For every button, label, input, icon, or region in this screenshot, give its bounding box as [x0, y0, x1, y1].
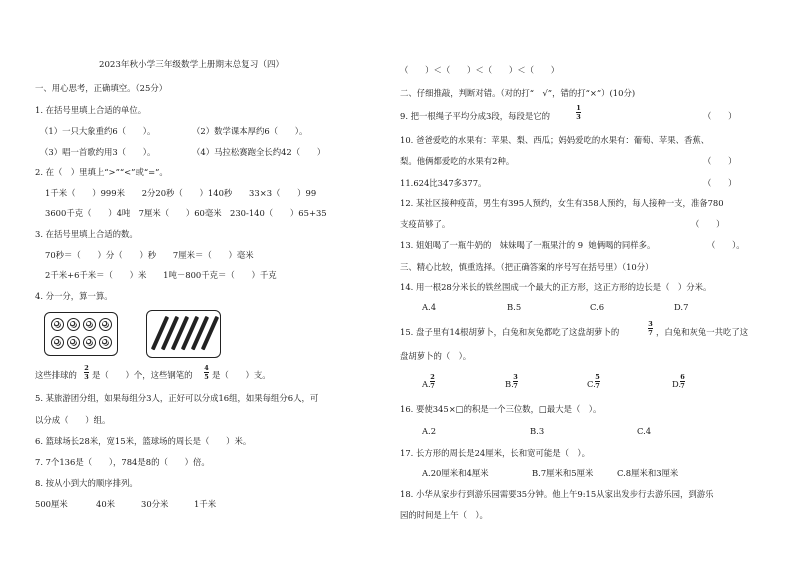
q4-text-c: 是（ ）支。 [212, 370, 271, 380]
volleyball-icon [67, 318, 80, 331]
fraction-denominator: 7 [513, 381, 518, 390]
volleyball-box [44, 312, 118, 356]
q15-option-fraction [595, 374, 600, 389]
q16-option: A.2 [422, 426, 437, 436]
q12-line-1: 12. 某社区接种疫苗，男生有395人预约，女生有358人预约，每人接种一支，准备780 [400, 198, 724, 208]
q16-option: B.3 [530, 426, 545, 436]
q7-text: 7. 7个136是（ ），784是8的（ ）倍。 [35, 457, 210, 467]
q13-text: 13. 姐姐喝了一瓶牛奶的 妹妹喝了一瓶果汁的 9 她俩喝的同样多。 [400, 240, 656, 250]
q8-item: 500厘米 [35, 499, 68, 509]
q5-line-2: 以分成（ ）组。 [35, 415, 111, 425]
q3-row-2: 2千米+6千米＝（ ）米 1吨－800千克＝（ ）千克 [45, 270, 277, 280]
fraction-numerator: 5 [595, 373, 600, 381]
page-title: 2023年秋小学三年级数学上册期末总复习（四） [99, 60, 285, 70]
q10-line-2: 梨。他俩都爱吃的水果有2种。 [400, 156, 515, 166]
q14-option: C.6 [590, 302, 605, 312]
q8-item: 40米 [96, 499, 116, 509]
section-1-heading: 一、用心思考，正确填空。（25分） [35, 83, 168, 93]
q14-option: B.5 [507, 302, 522, 312]
q4-text-a: 这些排球的 [35, 370, 77, 380]
q8-order-line: （ ）＜（ ）＜（ ）＜（ ） [400, 65, 560, 75]
q6-text: 6. 篮球场长28米，宽15米，篮球场的周长是（ ）米。 [35, 436, 252, 446]
q5-line-1: 5. 某旅游团分组，如果每组分3人，正好可以分成16组，如果每组分6人，可 [35, 393, 319, 403]
q15-line-2: 盘胡萝卜的（ ）。 [400, 351, 472, 361]
q17-option: B.7厘米和5厘米 [532, 468, 594, 478]
q2-row-2: 3600千克（ ）4吨 7厘米（ ）60毫米 230-140（ ）65+35 [45, 208, 327, 218]
q15-option-fraction [513, 374, 518, 389]
q3-row-1: 70秒＝（ ）分（ ）秒 7厘米＝（ ）毫米 [45, 250, 254, 260]
fraction-numerator: 2 [430, 373, 435, 381]
fraction-denominator: 7 [680, 381, 685, 390]
q14-option: D.7 [674, 302, 689, 312]
fraction-numerator: 6 [680, 373, 685, 381]
q14-option: A.4 [422, 302, 437, 312]
q4-fraction-2 [204, 365, 209, 380]
volleyball-icon [99, 336, 112, 349]
q10-line-1: 10. 爸爸爱吃的水果有：苹果、梨、西瓜；妈妈爱吃的水果有：葡萄、苹果、香蕉、 [400, 135, 710, 145]
q18-line-1: 18. 小华从家步行到游乐园需要35分钟。他上午9:15从家出发步行去游乐园，到游乐 [400, 489, 714, 499]
q11-text: 11.624比347多377。 [400, 178, 487, 188]
volleyball-icon [83, 318, 96, 331]
q15-option-label: B. [505, 379, 514, 389]
q4-fraction-1 [84, 365, 89, 380]
q4-text-b: 是（ ）个，这些钢笔的 [92, 370, 193, 380]
q8-item: 30分米 [141, 499, 169, 509]
fraction-denominator: 7 [430, 381, 435, 390]
q10-answer-paren: （ ） [703, 156, 737, 166]
q1-b: （2）数学课本厚约6（ ）。 [192, 126, 308, 136]
fraction-denominator: 7 [595, 381, 600, 390]
fraction-numerator: 1 [576, 104, 581, 112]
q3-text: 3. 在括号里填上合适的数。 [35, 229, 138, 239]
q1-c: （3）唱一首歌约用3（ ）。 [40, 147, 156, 157]
volleyball-icon [67, 336, 80, 349]
q13-answer-paren: （ ）。 [707, 240, 745, 250]
section-3-heading: 三、精心比较，慎重选择。（把正确答案的序号写在括号里）（10分） [400, 262, 654, 272]
q16-text: 16. 要使345×□的积是一个三位数，□最大是（ ）。 [400, 404, 602, 414]
q2-row-1: 1千米（ ）999米 2分20秒（ ）140秒 33×3（ ）99 [45, 188, 317, 198]
q4-text: 4. 分一分，算一算。 [35, 291, 113, 301]
q9-answer-paren: （ ） [703, 111, 737, 121]
q8-item: 1千米 [194, 499, 217, 509]
volleyball-icon [99, 318, 112, 331]
fraction-denominator: 7 [648, 328, 653, 337]
fraction-denominator: 5 [204, 372, 209, 381]
q15-option-label: C. [587, 379, 596, 389]
fraction-denominator: 3 [576, 112, 581, 121]
q15-option-label: D. [672, 379, 682, 389]
q14-text: 14. 用一根28分米长的铁丝围成一个最大的正方形，这正方形的边长是（ ）分米。 [400, 282, 712, 292]
pens-box [146, 310, 221, 358]
volleyball-icon [83, 336, 96, 349]
q15-option-label: A. [422, 379, 431, 389]
q15-fraction [648, 321, 653, 336]
volleyball-icon [51, 318, 64, 331]
q18-line-2: 园的时间是上午（ ）。 [400, 510, 488, 520]
q1-d: （4）马拉松赛跑全长约42（ ） [192, 147, 326, 157]
q15-text-a: 15. 盘子里有14根胡萝卜，白兔和灰兔都吃了这盘胡萝卜的 [400, 327, 620, 337]
fraction-numerator: 3 [648, 320, 653, 328]
q12-line-2: 支疫苗够了。 [400, 219, 451, 229]
q16-option: C.4 [637, 426, 652, 436]
q2-text: 2. 在（ ）里填上“>”“<”或“=”。 [35, 167, 168, 177]
q15-text-b: ，白兔和灰兔一共吃了这 [656, 327, 749, 337]
q9-text: 9. 把一根绳子平均分成3段，每段是它的 [400, 111, 550, 121]
q1-a: （1）一只大象重约6（ ）。 [40, 126, 156, 136]
q1-text: 1. 在括号里填上合适的单位。 [35, 105, 147, 115]
fraction-numerator: 4 [204, 364, 209, 372]
q11-answer-paren: （ ） [703, 178, 737, 188]
q17-option: C.8厘米和3厘米 [617, 468, 679, 478]
q15-option-fraction [430, 374, 435, 389]
fraction-numerator: 3 [513, 373, 518, 381]
q17-text: 17. 长方形的周长是24厘米，长和宽可能是（ ）。 [400, 448, 590, 458]
q17-option: A.20厘米和4厘米 [422, 468, 489, 478]
fraction-numerator: 2 [84, 364, 89, 372]
q15-option-fraction [680, 374, 685, 389]
q8-text: 8. 按从小到大的顺序排列。 [35, 478, 138, 488]
q9-fraction [576, 105, 581, 120]
volleyball-icon [51, 336, 64, 349]
section-2-heading: 二、仔细推敲，判断对错。（对的打“ √”，错的打“×”）(10分) [400, 88, 636, 98]
fraction-denominator: 3 [84, 372, 89, 381]
q12-answer-paren: （ ） [691, 219, 725, 229]
